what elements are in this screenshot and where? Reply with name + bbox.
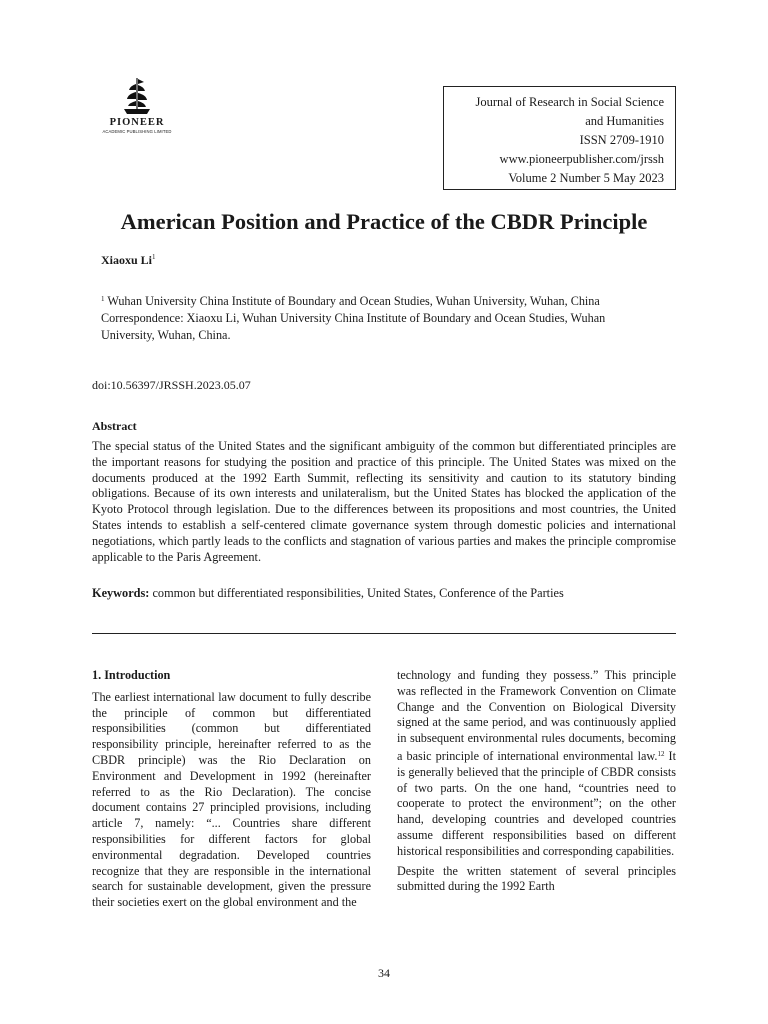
affiliation-mark: 1 [101, 295, 105, 303]
page-number: 34 [378, 966, 390, 980]
body-paragraph: The earliest international law document to fully describe the principle of common but differentiated responsibilities (common but differentiated responsibility principle, hereinafter referred to as the CBDR principle) was the Rio Declaration on Environment and Development in 1992 (hereinafter referred to as the Rio Declaration). The concise document contains 27 principled provisions, including article 7, namely: “... Countries share different responsibilities for different factors for global environmental degradation. Developed countries recognize that they are responsible in the international search for sustainable development, given the pressure their societies exert on the global environment and the [92, 689, 371, 910]
journal-volume: Volume 2 Number 5 May 2023 [508, 171, 664, 185]
section-heading: 1. Introduction [92, 668, 171, 682]
publisher-logo [94, 76, 180, 134]
journal-info-box [443, 86, 676, 190]
ship-icon [120, 76, 154, 116]
body-paragraph: Despite the written statement of several principles submitted during the 1992 Earth [397, 863, 676, 894]
journal-url: www.pioneerpublisher.com/jrssh [499, 152, 664, 166]
keywords-label: Keywords: [92, 586, 150, 600]
affiliation-text: Wuhan University China Institute of Boundary and Ocean Studies, Wuhan University, Wuhan, China [107, 294, 600, 308]
logo-name: PIONEER [109, 117, 165, 128]
author-name: Xiaoxu Li [101, 253, 153, 267]
abstract-heading: Abstract [92, 419, 137, 433]
paragraph-text: It is generally believed that the principle of CBDR consists of two parts. On the one hand, “countries need to cooperate to protect the environment”; on the other hand, developing countries and developed countries assume different responsibilities based on different historical responsibilities and corresponding capabilities. [397, 748, 676, 858]
paragraph-text: technology and funding they possess.” This principle was reflected in the Framework Convention on Climate Change and the Convention on Biological Diversity signed at the same period, and was continuously applied in subsequent environmental rules documents, becoming a basic principle of international environmental law. [397, 668, 676, 763]
keywords [92, 586, 676, 602]
abstract-text: The special status of the United States and the significant ambiguity of the common but differentiated principles are the important reasons for studying the position and practice of this principle. The United States was mixed on the documents produced at the 1992 Earth Summit, reflecting its sensitivity and caution to its statutory binding obligations. Because of its own interests and unilateralism, but the United States has blocked the application of the Kyoto Protocol through legislation. Due to the differences between its propositions and most countries, the United States intends to establish a self-centered climate governance system through domestic policies and international negotiations, which partly leads to the conflicts and stagnation of various parties and makes the principle compromise applicable to the Paris Agreement. [92, 439, 676, 564]
journal-name-line2: and Humanities [585, 114, 664, 128]
affiliation [101, 291, 661, 310]
section-divider [92, 633, 676, 634]
author-affiliation-mark: 1 [152, 253, 156, 261]
footnote-ref[interactable]: 12 [657, 749, 665, 758]
journal-name-line1: Journal of Research in Social Science [475, 95, 664, 109]
correspondence: Correspondence: Xiaoxu Li, Wuhan University China Institute of Boundary and Ocean Studies, Wuhan University, Wuhan, China. [101, 311, 606, 342]
body-column-right [397, 668, 676, 899]
keywords-text: common but differentiated responsibilities, United States, Conference of the Parties [152, 586, 564, 600]
article-title: American Position and Practice of the CBDR Principle [120, 209, 648, 234]
body-column-left [92, 668, 371, 915]
affiliation-block [101, 291, 661, 344]
body-paragraph [397, 668, 676, 860]
logo-subtitle: ACADEMIC PUBLISHING LIMITED [102, 129, 172, 134]
author-line [101, 253, 156, 268]
journal-issn: ISSN 2709-1910 [579, 133, 664, 147]
doi: doi:10.56397/JRSSH.2023.05.07 [92, 378, 251, 392]
